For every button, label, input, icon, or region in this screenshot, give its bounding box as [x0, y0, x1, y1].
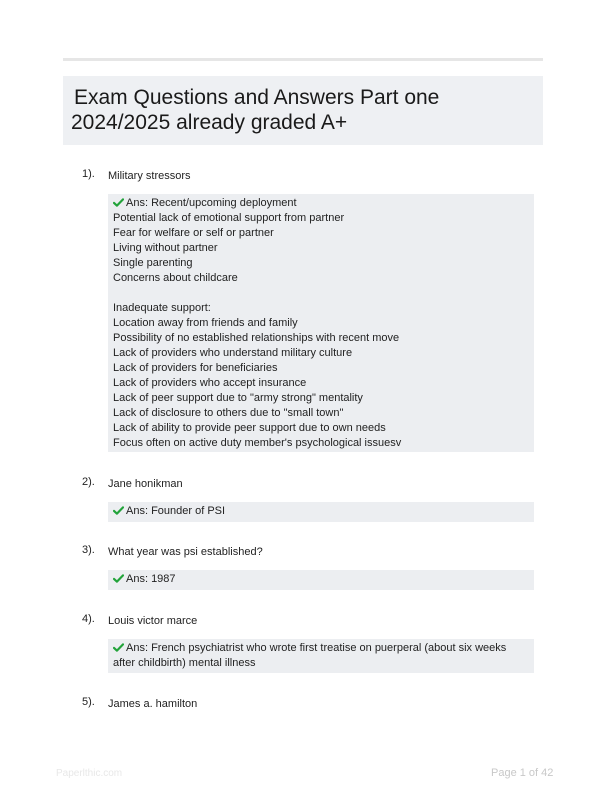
- checkmark-icon: [113, 643, 124, 652]
- answer-line: Potential lack of emotional support from partner: [113, 212, 345, 224]
- checkmark-icon: [113, 198, 124, 207]
- answer-line: Lack of providers who accept insurance: [113, 377, 307, 389]
- answer-line: Concerns about childcare: [113, 272, 238, 284]
- question-number: 5).: [82, 696, 95, 708]
- answer-line: Ans: Recent/upcoming deployment: [113, 196, 528, 211]
- answer-box: [108, 639, 534, 673]
- answer-line-blank: [113, 286, 528, 301]
- answer-line: Lack of peer support due to "army strong" mentality: [113, 392, 363, 404]
- question-text: Louis victor marce: [108, 615, 198, 627]
- question-number: 2).: [82, 476, 95, 488]
- answer-line: Ans: 1987: [113, 572, 528, 587]
- page-number: Page 1 of 42: [491, 767, 554, 779]
- footer-watermark: Paperlthic.com: [56, 768, 123, 779]
- question-text: Jane honikman: [108, 478, 183, 490]
- question-number: 4).: [82, 613, 95, 625]
- answer-line: Living without partner: [113, 242, 218, 254]
- document-title-line-1: Exam Questions and Answers Part one: [74, 86, 440, 109]
- document-title-box: [63, 76, 543, 145]
- answer-line: Fear for welfare or self or partner: [113, 227, 274, 239]
- answer-line: Lack of ability to provide peer support due to own needs: [113, 422, 386, 434]
- answer-line: Inadequate support:: [113, 302, 211, 314]
- question-text: James a. hamilton: [108, 698, 198, 710]
- answer-box: [108, 502, 534, 522]
- answer-box: [108, 570, 534, 590]
- question-text: What year was psi established?: [108, 546, 263, 558]
- question-text: Military stressors: [108, 170, 191, 182]
- answer-line: Ans: French psychiatrist who wrote first treatise on puerperal (about six weeks after childbirth) mental illness: [113, 642, 507, 669]
- question-number: 1).: [82, 168, 95, 180]
- answer-line: Location away from friends and family: [113, 317, 298, 329]
- question-number: 3).: [82, 544, 95, 556]
- answer-line: Possibility of no established relationships with recent move: [113, 332, 400, 344]
- answer-line: Ans: Founder of PSI: [113, 504, 528, 519]
- answer-line: Lack of disclosure to others due to "small town": [113, 407, 344, 419]
- answer-line: Single parenting: [113, 257, 193, 269]
- answer-line: Lack of providers for beneficiaries: [113, 362, 278, 374]
- checkmark-icon: [113, 506, 124, 515]
- checkmark-icon: [113, 574, 124, 583]
- document-title-line-2: 2024/2025 already graded A+: [71, 111, 348, 134]
- answer-line: Focus often on active duty member's psychological issuesv: [113, 437, 402, 449]
- answer-box: [108, 194, 534, 452]
- answer-line: Lack of providers who understand military culture: [113, 347, 353, 359]
- top-divider: [63, 58, 543, 61]
